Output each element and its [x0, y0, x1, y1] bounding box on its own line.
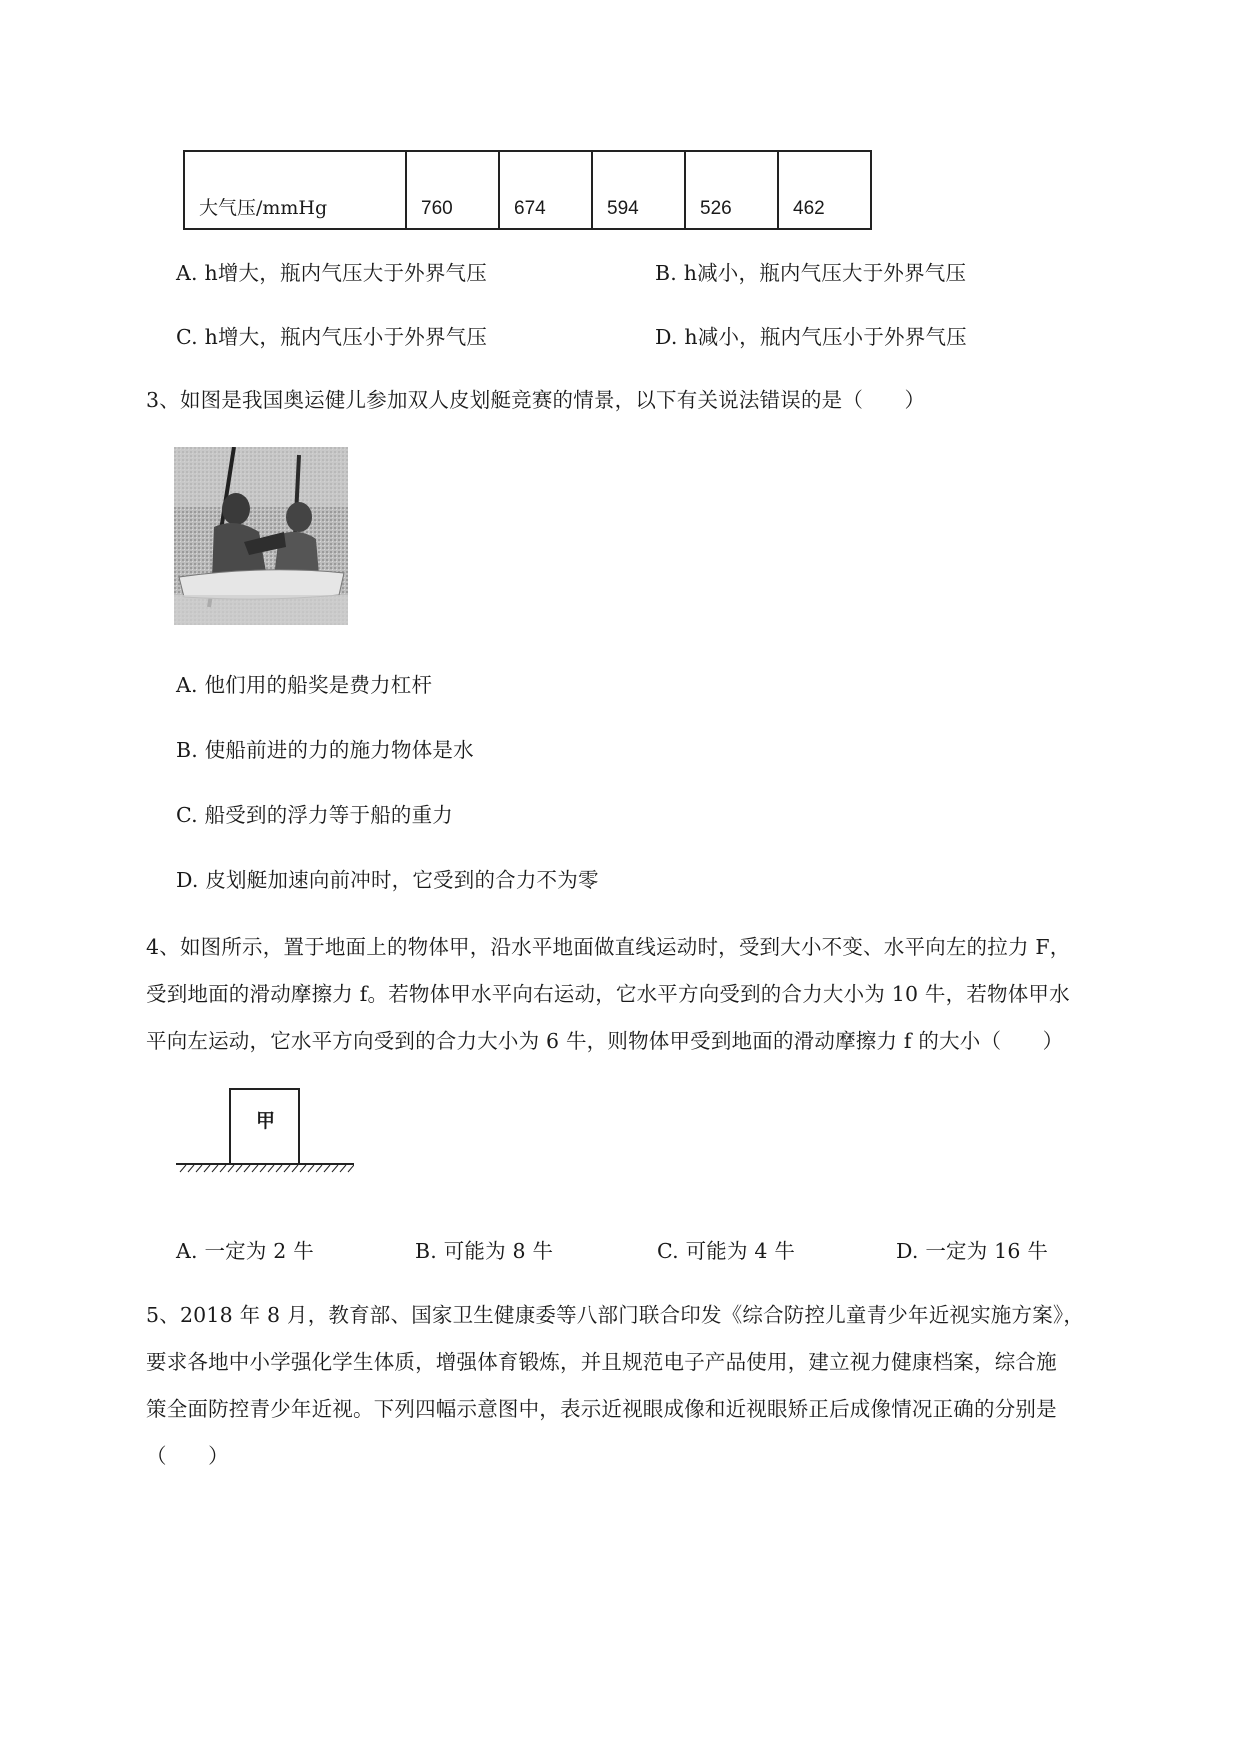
option-text: 他们用的船奖是费力杠杆	[204, 673, 433, 697]
q4-option-d[interactable]	[896, 1234, 1048, 1264]
table-cell: 674	[499, 151, 592, 229]
block-on-ground-figure	[176, 1084, 354, 1174]
option-letter: C.	[657, 1239, 679, 1263]
table-cell: 594	[592, 151, 685, 229]
canoe-photo-graphic	[174, 447, 348, 625]
question-5-stem-line: 5、2018 年 8 月，教育部、国家卫生健康委等八部门联合印发《综合防控儿童青少年近视实施方案》，	[146, 1303, 1085, 1327]
option-letter: C.	[176, 803, 198, 827]
q3-option-b[interactable]	[176, 733, 474, 763]
question-5-stem-line: 策全面防控青少年近视。下列四幅示意图中，表示近视眼成像和近视眼矫正后成像情况正确的分别是	[146, 1397, 1057, 1421]
q3-option-a[interactable]	[176, 668, 432, 698]
option-text: h减小，瓶内气压小于外界气压	[684, 325, 967, 349]
option-a[interactable]	[176, 256, 487, 286]
option-text: 船受到的浮力等于船的重力	[204, 803, 453, 827]
option-letter: A.	[176, 261, 198, 285]
option-text: 可能为 4 牛	[685, 1239, 796, 1263]
option-letter: A.	[176, 1239, 198, 1263]
option-letter: C.	[176, 325, 198, 349]
option-text: 一定为 2 牛	[204, 1239, 314, 1263]
table-row	[184, 151, 871, 229]
option-text: 一定为 16 牛	[925, 1239, 1049, 1263]
option-text: 使船前进的力的施力物体是水	[204, 738, 474, 762]
q3-option-d[interactable]	[176, 863, 599, 893]
option-b[interactable]	[655, 256, 966, 286]
question-4-stem-line: 4、如图所示，置于地面上的物体甲，沿水平地面做直线运动时，受到大小不变、水平向左的拉力 F，	[146, 935, 1071, 959]
option-text: 皮划艇加速向前冲时，它受到的合力不为零	[205, 868, 599, 892]
q3-option-c[interactable]	[176, 798, 453, 828]
option-letter: B.	[415, 1239, 437, 1263]
q4-option-c[interactable]	[657, 1234, 795, 1264]
q4-option-a[interactable]	[176, 1234, 314, 1264]
block-label: 甲	[256, 1110, 276, 1132]
pressure-table	[183, 150, 872, 230]
option-text: 可能为 8 牛	[443, 1239, 554, 1263]
canoe-photo	[174, 447, 348, 625]
table-cell: 526	[685, 151, 778, 229]
question-4-stem-line: 平向左运动，它水平方向受到的合力大小为 6 牛，则物体甲受到地面的滑动摩擦力 f 的大小（ ）	[146, 1029, 1064, 1053]
table-cell: 462	[778, 151, 871, 229]
question-5-stem-line: （ ）	[146, 1444, 229, 1468]
q4-option-b[interactable]	[415, 1234, 553, 1264]
question-3-stem: 3、如图是我国奥运健儿参加双人皮划艇竞赛的情景，以下有关说法错误的是（ ）	[146, 388, 926, 412]
option-c[interactable]	[176, 320, 487, 350]
option-letter: A.	[176, 673, 198, 697]
option-letter: B.	[176, 738, 198, 762]
option-letter: D.	[896, 1239, 919, 1263]
question-5-stem-line: 要求各地中小学强化学生体质，增强体育锻炼，并且规范电子产品使用，建立视力健康档案，综合施	[146, 1350, 1057, 1374]
option-text: h增大，瓶内气压小于外界气压	[204, 325, 488, 349]
option-letter: D.	[655, 325, 678, 349]
option-d[interactable]	[655, 320, 967, 350]
table-cell: 760	[406, 151, 499, 229]
option-letter: B.	[655, 261, 677, 285]
option-letter: D.	[176, 868, 199, 892]
option-text: h减小，瓶内气压大于外界气压	[683, 261, 967, 285]
question-4-stem-line: 受到地面的滑动摩擦力 f。若物体甲水平向右运动，它水平方向受到的合力大小为 10 牛，若物体甲水	[146, 982, 1070, 1006]
table-header-cell: 大气压/mmHg	[184, 151, 406, 229]
option-text: h增大，瓶内气压大于外界气压	[204, 261, 487, 285]
